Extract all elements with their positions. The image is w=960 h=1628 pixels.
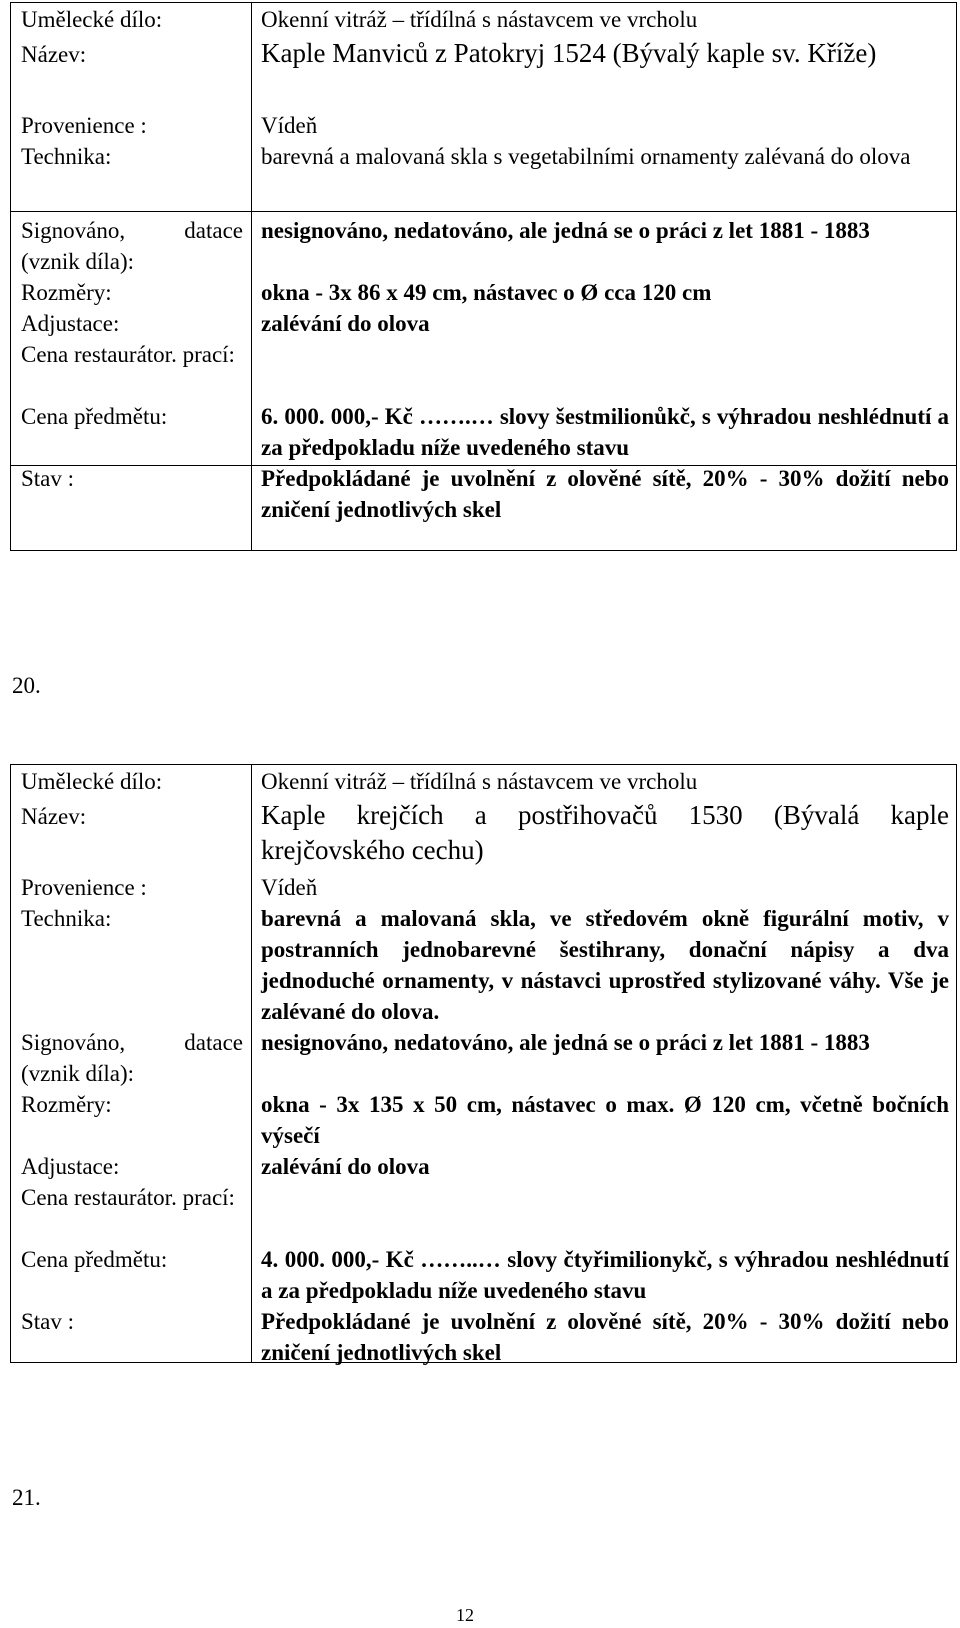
section-number: 20. bbox=[12, 673, 41, 698]
record-table-1 bbox=[10, 2, 957, 551]
label-dimensions: Rozměry: bbox=[21, 280, 112, 305]
value-item-price: 4. 000. 000,- Kč ……..… slovy čtyřimilionykč, s výhradou neshlédnutí a za předpokladu níže uvedeného stavu bbox=[261, 1247, 949, 1303]
value-item-price: 6. 000. 000,- Kč …….… slovy šestmilionůkč, s výhradou neshlédnutí a za předpokladu níže uvedeného stavu bbox=[261, 404, 949, 460]
value-provenance: Vídeň bbox=[261, 113, 318, 138]
value-dimensions: okna - 3x 86 x 49 cm, nástavec o Ø cca 120 cm bbox=[261, 280, 712, 305]
label-adjustment: Adjustace: bbox=[21, 311, 120, 336]
column-divider bbox=[251, 3, 252, 550]
value-technique: barevná a malovaná skla, ve středovém okně figurální motiv, v postranních jednobarevné šestihrany, donační nápisy a dva jednoduché ornamenty, v nástavci uprostřed stylizované váhy. Vše je zalévané do olova. bbox=[261, 906, 949, 1024]
page-number: 12 bbox=[456, 1605, 474, 1625]
value-condition: Předpokládané je uvolnění z olověné sítě, 20% - 30% dožití nebo zničení jednotlivých skel bbox=[261, 466, 949, 522]
value-signed: nesignováno, nedatováno, ale jedná se o práci z let 1881 - 1883 bbox=[261, 1030, 870, 1055]
value-technique: barevná a malovaná skla s vegetabilními ornamenty zalévaná do olova bbox=[261, 144, 911, 169]
label-signed: Signováno, datace (vznik díla): bbox=[21, 218, 243, 274]
label-artwork: Umělecké dílo: bbox=[21, 769, 163, 794]
label-item-price: Cena předmětu: bbox=[21, 404, 168, 429]
label-item-price: Cena předmětu: bbox=[21, 1247, 168, 1272]
label-technique: Technika: bbox=[21, 906, 112, 931]
value-condition: Předpokládané je uvolnění z olověné sítě, 20% - 30% dožití nebo zničení jednotlivých skel bbox=[261, 1309, 949, 1365]
row-divider bbox=[11, 211, 956, 212]
value-title: Kaple krejčích a postřihovačů 1530 (Bývalá kaple krejčovského cechu) bbox=[261, 800, 949, 865]
value-artwork: Okenní vitráž – třídílná s nástavcem ve vrcholu bbox=[261, 7, 698, 32]
value-adjustment: zalévání do olova bbox=[261, 1154, 430, 1179]
label-title: Název: bbox=[21, 804, 87, 829]
label-restoration-price: Cena restaurátor. prací: bbox=[21, 342, 235, 367]
label-technique: Technika: bbox=[21, 144, 112, 169]
value-dimensions: okna - 3x 135 x 50 cm, nástavec o max. Ø 120 cm, včetně bočních výsečí bbox=[261, 1092, 949, 1148]
value-title: Kaple Manviců z Patokryj 1524 (Bývalý kaple sv. Kříže) bbox=[261, 38, 877, 68]
value-provenance: Vídeň bbox=[261, 875, 318, 900]
label-title: Název: bbox=[21, 42, 87, 67]
value-artwork: Okenní vitráž – třídílná s nástavcem ve vrcholu bbox=[261, 769, 698, 794]
label-condition: Stav : bbox=[21, 1309, 75, 1334]
label-artwork: Umělecké dílo: bbox=[21, 7, 163, 32]
record-table-2 bbox=[10, 764, 957, 1363]
column-divider bbox=[251, 765, 252, 1362]
label-restoration-price: Cena restaurátor. prací: bbox=[21, 1185, 235, 1210]
value-signed: nesignováno, nedatováno, ale jedná se o práci z let 1881 - 1883 bbox=[261, 218, 870, 243]
label-dimensions: Rozměry: bbox=[21, 1092, 112, 1117]
section-number: 21. bbox=[12, 1485, 41, 1510]
label-condition: Stav : bbox=[21, 466, 75, 491]
label-provenance: Provenience : bbox=[21, 113, 147, 138]
label-adjustment: Adjustace: bbox=[21, 1154, 120, 1179]
label-signed: Signováno, datace (vznik díla): bbox=[21, 1030, 243, 1086]
label-provenance: Provenience : bbox=[21, 875, 147, 900]
value-adjustment: zalévání do olova bbox=[261, 311, 430, 336]
